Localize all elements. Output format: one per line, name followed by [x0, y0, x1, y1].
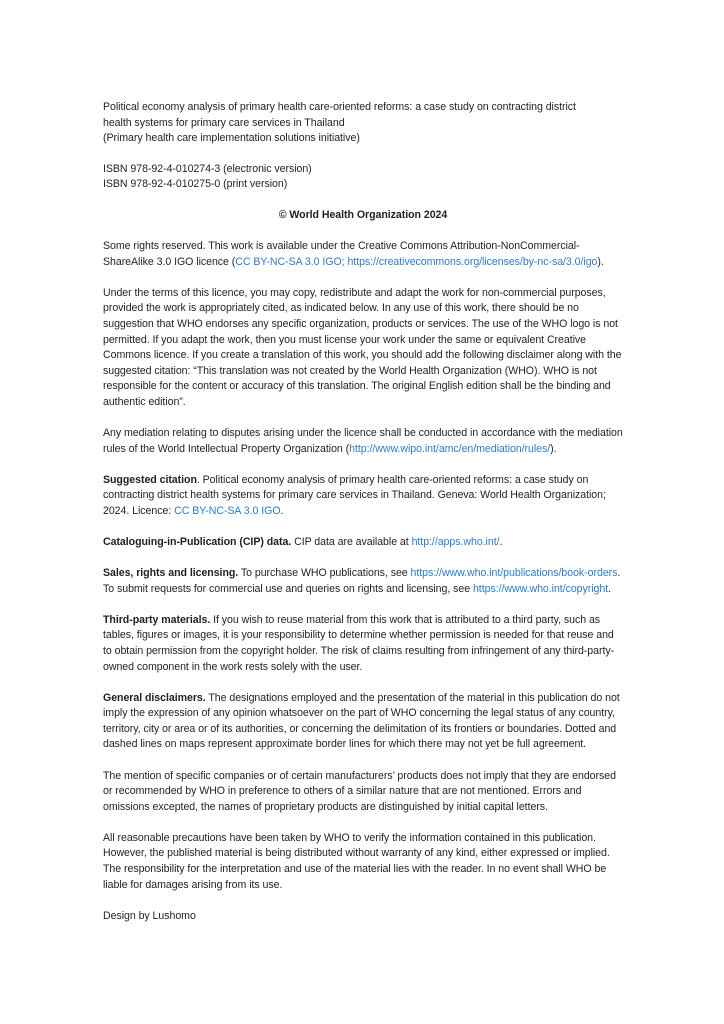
general-disclaimers-paragraph: [103, 691, 623, 753]
isbn-electronic: ISBN 978-92-4-010274-3 (electronic version): [103, 162, 312, 175]
licence-link[interactable]: CC BY-NC-SA 3.0 IGO; https://creativecommons.org/licenses/by-nc-sa/3.0/igo: [235, 255, 598, 268]
citation-text: . Political economy analysis of primary health care-oriented reforms: a case study on contracting district health systems for primary care services in Thailand. Geneva: World Health Organization; 2024. Licence:: [103, 473, 606, 517]
sales-text-b: . To submit requests for commercial use and queries on rights and licensing, see: [103, 567, 621, 595]
citation-paragraph: [103, 473, 623, 520]
sales-end: .: [608, 582, 612, 595]
third-party-label: Third-party materials.: [103, 613, 211, 626]
copyright-page: [103, 100, 623, 924]
rights-end: ).: [597, 255, 604, 268]
publication-title: [103, 100, 623, 147]
sales-paragraph: [103, 566, 623, 597]
copyright-notice: © World Health Organization 2024: [278, 208, 448, 221]
book-orders-link[interactable]: https://www.who.int/publications/book-orders: [410, 567, 618, 580]
series-title: (Primary health care implementation solutions initiative): [103, 132, 360, 145]
isbn-block: [103, 162, 623, 193]
citation-label: Suggested citation: [103, 473, 197, 486]
title-line-1: Political economy analysis of primary health care-oriented reforms: a case study on contracting district: [103, 101, 576, 113]
title-line-2: health systems for primary care services in Thailand: [103, 116, 345, 129]
isbn-print: ISBN 978-92-4-010275-0 (print version): [103, 178, 288, 191]
design-credit: Design by Lushomo: [103, 909, 196, 922]
copyright-link[interactable]: https://www.who.int/copyright: [472, 582, 609, 595]
mediation-end: ).: [550, 442, 557, 455]
companies-paragraph: The mention of specific companies or of certain manufacturers’ products does not imply that they are endorsed or recommended by WHO in preference to others of a similar nature that are not mentioned. Errors and omissions excepted, the names of proprietary products are distinguished by initial capital letters.: [103, 769, 616, 813]
cip-end: .: [499, 535, 503, 548]
cip-link[interactable]: http://apps.who.int/: [411, 535, 500, 548]
general-label: General disclaimers.: [103, 691, 206, 704]
wipo-link[interactable]: http://www.wipo.int/amc/en/mediation/rules/: [349, 442, 551, 455]
sales-text-a: To purchase WHO publications, see: [238, 567, 411, 580]
third-party-paragraph: [103, 613, 623, 675]
sales-label: Sales, rights and licensing.: [103, 567, 239, 580]
cip-paragraph: [103, 535, 623, 551]
third-party-text: If you wish to reuse material from this work that is attributed to a third party, such as tables, figures or images, it is your responsibility to determine whether permission is needed for that reuse and to obtain permission from the copyright holder. The risk of claims resulting from infringement of any third-party-owned component in the work rests solely with the user.: [103, 613, 615, 673]
rights-paragraph: [103, 239, 623, 270]
general-text: The designations employed and the presentation of the material in this publication do not imply the expression of any opinion whatsoever on the part of WHO concerning the legal status of any country, territory, city or area or of its authorities, or concerning the delimitation of its frontiers or boundaries. Dotted and dashed lines on maps represent approximate border lines for which there may not yet be full agreement.: [103, 691, 620, 751]
rights-text: Some rights reserved. This work is available under the Creative Commons Attribution-NonCommercial-ShareAlike 3.0 IGO licence (: [103, 240, 580, 268]
citation-licence-link[interactable]: CC BY-NC-SA 3.0 IGO: [174, 504, 281, 517]
mediation-paragraph: [103, 426, 623, 457]
citation-end: .: [280, 504, 284, 517]
cip-label: Cataloguing-in-Publication (CIP) data.: [103, 535, 292, 548]
licence-terms-paragraph: Under the terms of this licence, you may copy, redistribute and adapt the work for non-commercial purposes, provided the work is appropriately cited, as indicated below. In any use of this work, there should be no suggestion that WHO endorses any specific organization, products or services. The use of the WHO logo is not permitted. If you adapt the work, then you must license your work under the same or equivalent Creative Commons licence. If you create a translation of this work, you should add the following disclaimer along with the suggested citation: “This translation was not created by the World Health Organization (WHO). WHO is not responsible for the content or accuracy of this translation. The original English edition shall be the binding and authentic edition”.: [103, 286, 622, 408]
cip-text: CIP data are available at: [291, 535, 412, 548]
mediation-text: Any mediation relating to disputes arising under the licence shall be conducted in accordance with the mediation rules of the World Intellectual Property Organization (: [103, 427, 623, 455]
precautions-paragraph: All reasonable precautions have been taken by WHO to verify the information contained in this publication. However, the published material is being distributed without warranty of any kind, either expressed or implied. The responsibility for the interpretation and use of the material lies with the reader. In no event shall WHO be liable for damages arising from its use.: [103, 831, 610, 891]
